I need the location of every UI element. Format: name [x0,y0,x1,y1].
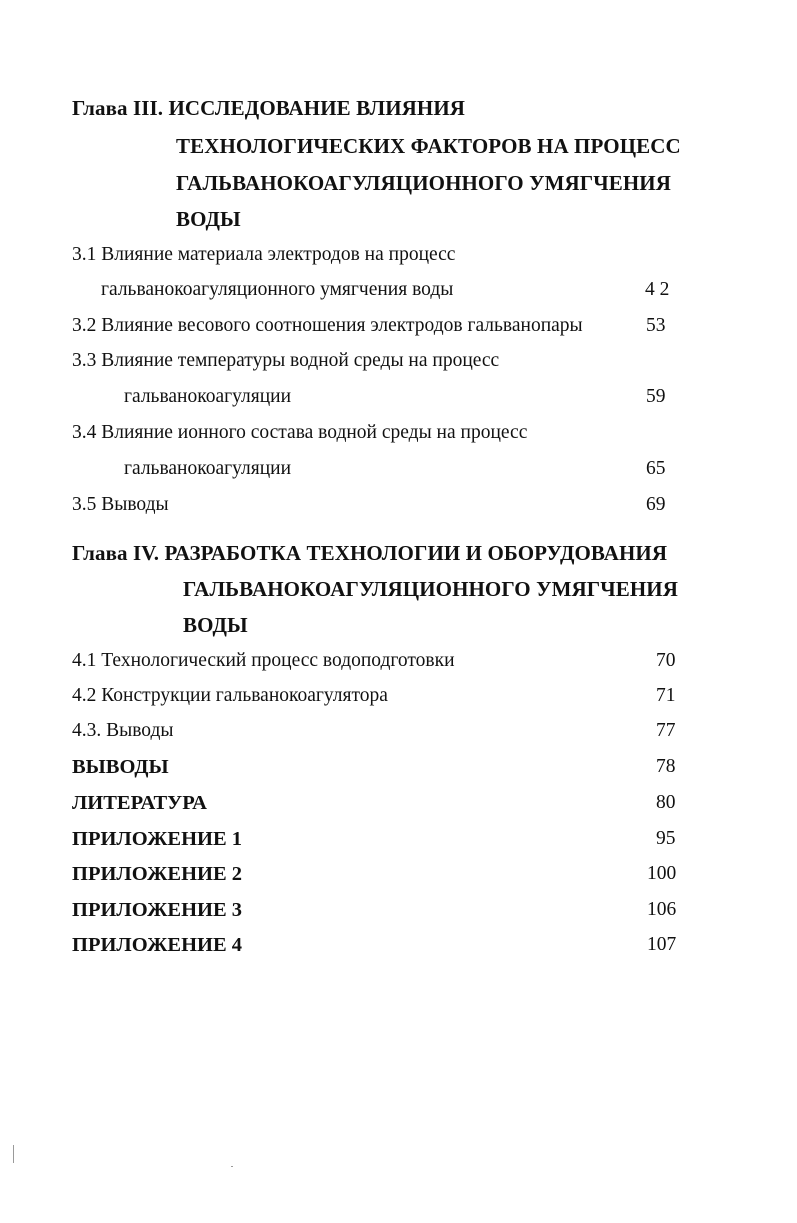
toc-appendix-2: ПРИЛОЖЕНИЕ 2 [72,863,243,885]
toc-appendix-1: ПРИЛОЖЕНИЕ 1 [72,828,243,850]
chapter4-heading-line-3: ВОДЫ [183,613,248,637]
toc-entry-3-1-line-1: 3.1 Влияние материала электродов на процесс [72,244,456,265]
toc-page-3-3: 59 [646,386,666,407]
toc-page-4-3: 77 [656,720,676,741]
toc-appendix-3: ПРИЛОЖЕНИЕ 3 [72,899,243,921]
chapter3-heading-line-2: ТЕХНОЛОГИЧЕСКИХ ФАКТОРОВ НА ПРОЦЕСС [176,134,681,158]
toc-page-appendix-1: 95 [656,828,676,849]
toc-entry-3-3-line-2: гальванокоагуляции [124,386,292,407]
toc-entry-4-2: 4.2 Конструкции гальванокоагулятора [72,685,388,706]
toc-page-appendix-4: 107 [647,934,677,955]
toc-entry-3-3-line-1: 3.3 Влияние температуры водной среды на процесс [72,350,500,371]
toc-page-appendix-3: 106 [647,899,677,920]
toc-entry-3-4-line-2: гальванокоагуляции [124,458,292,479]
toc-entry-3-1-line-2: гальванокоагуляционного умягчения воды [101,279,454,300]
toc-entry-3-2: 3.2 Влияние весового соотношения электродов гальванопары [72,315,583,336]
scan-artifact-dot [231,1166,233,1167]
toc-entry-3-4-line-1: 3.4 Влияние ионного состава водной среды на процесс [72,422,528,443]
chapter4-heading-line-1: Глава IV. РАЗРАБОТКА ТЕХНОЛОГИИ И ОБОРУДОВАНИЯ [72,541,668,565]
toc-page-conclusions: 78 [656,756,676,777]
toc-page-3-4: 65 [646,458,666,479]
chapter3-heading-line-1: Глава III. ИССЛЕДОВАНИЕ ВЛИЯНИЯ [72,96,466,120]
toc-page-4-1: 70 [656,650,676,671]
toc-entry-4-3: 4.3. Выводы [72,720,174,741]
toc-appendix-4: ПРИЛОЖЕНИЕ 4 [72,934,243,956]
toc-page-3-1: 4 2 [645,279,670,300]
toc-page-4-2: 71 [656,685,676,706]
toc-page-3-5: 69 [646,494,666,515]
toc-page-appendix-2: 100 [647,863,677,884]
chapter3-heading-line-4: ВОДЫ [176,207,241,231]
toc-conclusions: ВЫВОДЫ [72,756,169,778]
chapter3-heading-line-3: ГАЛЬВАНОКОАГУЛЯЦИОННОГО УМЯГЧЕНИЯ [176,171,672,195]
toc-literature: ЛИТЕРАТУРА [72,792,207,814]
scan-artifact-line [13,1145,14,1163]
toc-page-3-2: 53 [646,315,666,336]
toc-entry-4-1: 4.1 Технологический процесс водоподготовки [72,650,455,671]
chapter4-heading-line-2: ГАЛЬВАНОКОАГУЛЯЦИОННОГО УМЯГЧЕНИЯ [183,577,679,601]
toc-entry-3-5: 3.5 Выводы [72,494,169,515]
toc-page-literature: 80 [656,792,676,813]
